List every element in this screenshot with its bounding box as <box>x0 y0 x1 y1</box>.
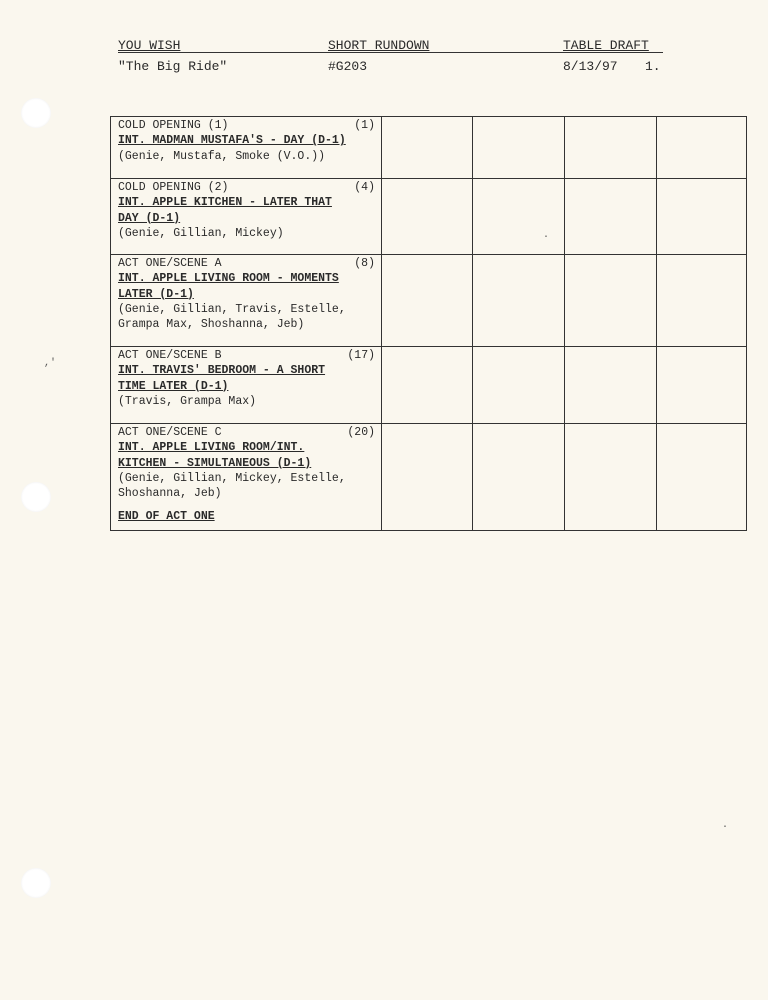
act-end-note: END OF ACT ONE <box>118 510 215 524</box>
document-type: SHORT RUNDOWN <box>328 38 430 53</box>
scene-cast-line: (Genie, Mustafa, Smoke (V.O.)) <box>118 149 326 163</box>
empty-cell <box>382 424 473 531</box>
scene-slug-line: LATER (D-1) <box>118 287 194 301</box>
page-number: 1. <box>645 59 661 74</box>
binder-hole-top <box>21 98 51 128</box>
draft-label: TABLE DRAFT <box>563 38 649 53</box>
empty-cell <box>565 347 657 424</box>
scene-cell <box>111 255 382 347</box>
empty-cell <box>473 347 565 424</box>
empty-cell <box>473 117 565 179</box>
scene-cell <box>111 347 382 424</box>
scene-page-number: (4) <box>354 181 375 194</box>
scene-cell <box>111 117 382 179</box>
scene-page-number: (8) <box>354 257 375 270</box>
empty-cell <box>657 424 747 531</box>
scene-header-line <box>118 118 375 133</box>
scene-slug-line: INT. APPLE LIVING ROOM - MOMENTS <box>118 272 339 286</box>
scene-slug-line: KITCHEN - SIMULTANEOUS (D-1) <box>118 456 312 470</box>
scene-slug-line: INT. APPLE LIVING ROOM/INT. <box>118 441 305 455</box>
scene-page-number: (17) <box>347 349 375 362</box>
empty-cell <box>473 255 565 347</box>
paper-speck: . <box>722 820 729 831</box>
scene-cast-line: Grampa Max, Shoshanna, Jeb) <box>118 318 305 332</box>
scene-row <box>111 424 747 531</box>
scene-slug-line: INT. MADMAN MUSTAFA'S - DAY (D-1) <box>118 134 346 148</box>
binder-hole-bottom <box>21 868 51 898</box>
scene-cast-line: (Travis, Grampa Max) <box>118 394 257 408</box>
scene-header-line <box>118 256 375 271</box>
scene-header-line <box>118 348 375 363</box>
scene-heading: ACT ONE/SCENE B <box>118 349 222 362</box>
scene-heading: COLD OPENING (2) <box>118 181 229 194</box>
scene-header-line <box>118 425 375 440</box>
paper-speck: . <box>543 230 550 241</box>
empty-cell <box>565 117 657 179</box>
empty-cell <box>657 255 747 347</box>
scene-row <box>111 179 747 255</box>
empty-cell <box>382 179 473 255</box>
scene-cell <box>111 424 382 531</box>
scene-cast-line: (Genie, Gillian, Mickey, Estelle, <box>118 471 346 485</box>
empty-cell <box>657 179 747 255</box>
scene-slug-line: INT. TRAVIS' BEDROOM - A SHORT <box>118 364 326 378</box>
scene-slug-line: INT. APPLE KITCHEN - LATER THAT <box>118 196 332 210</box>
scene-cast-line: (Genie, Gillian, Travis, Estelle, <box>118 302 346 316</box>
scene-row <box>111 117 747 179</box>
scene-heading: ACT ONE/SCENE C <box>118 426 222 439</box>
scene-slug-line: TIME LATER (D-1) <box>118 379 229 393</box>
empty-cell <box>473 179 565 255</box>
scene-row <box>111 255 747 347</box>
scene-heading: ACT ONE/SCENE A <box>118 257 222 270</box>
scene-slug-line: DAY (D-1) <box>118 211 181 225</box>
scene-page-number: (20) <box>347 426 375 439</box>
empty-cell <box>473 424 565 531</box>
empty-cell <box>657 117 747 179</box>
page-header <box>118 38 663 88</box>
show-title: YOU WISH <box>118 38 181 53</box>
paper-speck: ,' <box>44 358 57 369</box>
empty-cell <box>382 117 473 179</box>
scene-cast-line: Shoshanna, Jeb) <box>118 487 222 501</box>
scene-header-line <box>118 180 375 195</box>
binder-hole-middle <box>21 482 51 512</box>
empty-cell <box>657 347 747 424</box>
draft-date: 8/13/97 <box>563 59 618 74</box>
empty-cell <box>382 347 473 424</box>
scene-cast-line: (Genie, Gillian, Mickey) <box>118 226 284 240</box>
rundown-table <box>110 116 747 531</box>
empty-cell <box>565 424 657 531</box>
episode-title: "The Big Ride" <box>118 59 228 74</box>
scene-heading: COLD OPENING (1) <box>118 119 229 132</box>
scene-page-number: (1) <box>354 119 375 132</box>
episode-number: #G203 <box>328 59 368 74</box>
empty-cell <box>382 255 473 347</box>
scene-cell <box>111 179 382 255</box>
scene-row <box>111 347 747 424</box>
empty-cell <box>565 179 657 255</box>
empty-cell <box>565 255 657 347</box>
